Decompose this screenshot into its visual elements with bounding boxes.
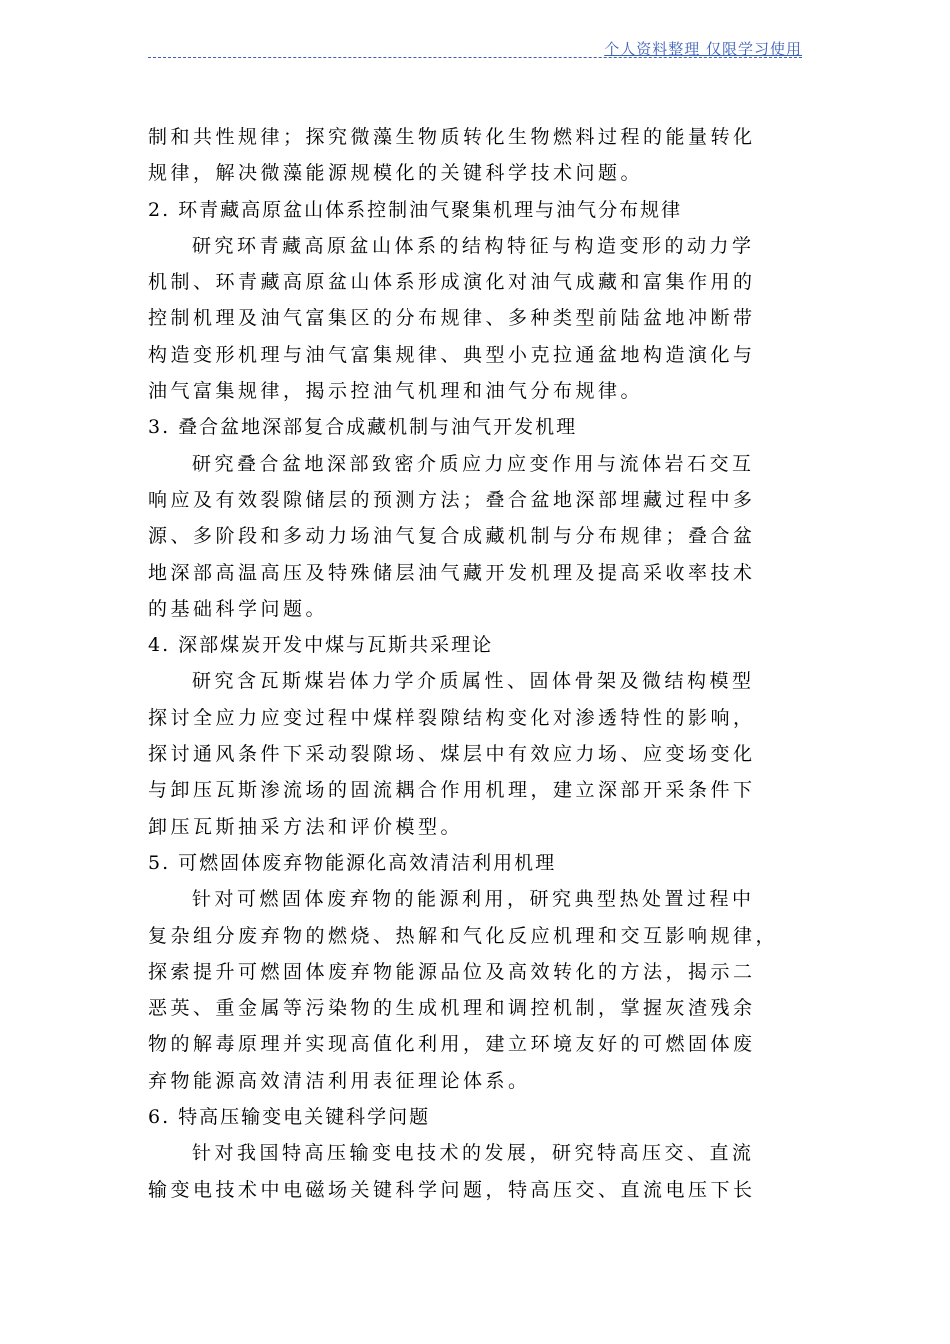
text-line: 的基础科学问题。 <box>148 597 329 620</box>
document-body <box>148 119 812 1208</box>
text-line: 针对可燃固体废弃物的能源利用，研究典型热处置过程中 <box>192 888 755 911</box>
text-line: 响应及有效裂隙储层的预测方法；叠合盆地深部埋藏过程中多 <box>148 488 756 511</box>
text-line: 构造变形机理与油气富集规律、典型小克拉通盆地构造演化与 <box>148 343 756 366</box>
text-line: 研究叠合盆地深部致密介质应力应变作用与流体岩石交互 <box>192 452 755 475</box>
text-line: 油气富集规律，揭示控油气机理和油气分布规律。 <box>148 380 644 403</box>
text-line: 卸压瓦斯抽采方法和评价模型。 <box>148 815 464 838</box>
text-line: 机制、环青藏高原盆山体系形成演化对油气成藏和富集作用的 <box>148 271 756 294</box>
text-line: 研究含瓦斯煤岩体力学介质属性、固体骨架及微结构模型 <box>192 670 755 693</box>
section-heading: 2. 环青藏高原盆山体系控制油气聚集机理与油气分布规律 <box>148 198 683 221</box>
text-line: 物的解毒原理并实现高值化利用，建立环境友好的可燃固体废 <box>148 1033 756 1056</box>
text-line: 恶英、重金属等污染物的生成机理和调控机制，掌握灰渣残余 <box>148 997 756 1020</box>
text-line: 规律，解决微藻能源规模化的关键科学技术问题。 <box>148 162 644 185</box>
text-line: 探索提升可燃固体废弃物能源品位及高效转化的方法，揭示二 <box>148 960 756 983</box>
text-line: 控制机理及油气富集区的分布规律、多种类型前陆盆地冲断带 <box>148 307 756 330</box>
section-heading: 6. 特高压输变电关键科学问题 <box>148 1106 431 1129</box>
section-heading: 5. 可燃固体废弃物能源化高效清洁利用机理 <box>148 851 557 874</box>
text-line: 与卸压瓦斯渗流场的固流耦合作用机理，建立深部开采条件下 <box>148 779 756 802</box>
text-line: 源、多阶段和多动力场油气复合成藏机制与分布规律；叠合盆 <box>148 525 756 548</box>
text-line: 输变电技术中电磁场关键科学问题，特高压交、直流电压下长 <box>148 1178 756 1201</box>
text-line: 复杂组分废弃物的燃烧、热解和气化反应机理和交互影响规律， <box>148 924 779 947</box>
text-line: 针对我国特高压输变电技术的发展，研究特高压交、直流 <box>192 1142 755 1165</box>
text-line: 探讨通风条件下采动裂隙场、煤层中有效应力场、应变场变化 <box>148 743 756 766</box>
text-line: 地深部高温高压及特殊储层油气藏开发机理及提高采收率技术 <box>148 561 756 584</box>
header-text: 个人资料整理 仅限学习使用 <box>604 40 802 58</box>
text-line: 制和共性规律；探究微藻生物质转化生物燃料过程的能量转化 <box>148 126 756 148</box>
text-line: 研究环青藏高原盆山体系的结构特征与构造变形的动力学 <box>192 234 755 257</box>
section-heading: 3. 叠合盆地深部复合成藏机制与油气开发机理 <box>148 416 578 439</box>
header-divider <box>148 57 802 58</box>
text-line: 弃物能源高效清洁利用表征理论体系。 <box>148 1069 531 1092</box>
text-line: 探讨全应力应变过程中煤样裂隙结构变化对渗透特性的影响， <box>148 706 756 729</box>
section-heading: 4. 深部煤炭开发中煤与瓦斯共采理论 <box>148 634 494 657</box>
